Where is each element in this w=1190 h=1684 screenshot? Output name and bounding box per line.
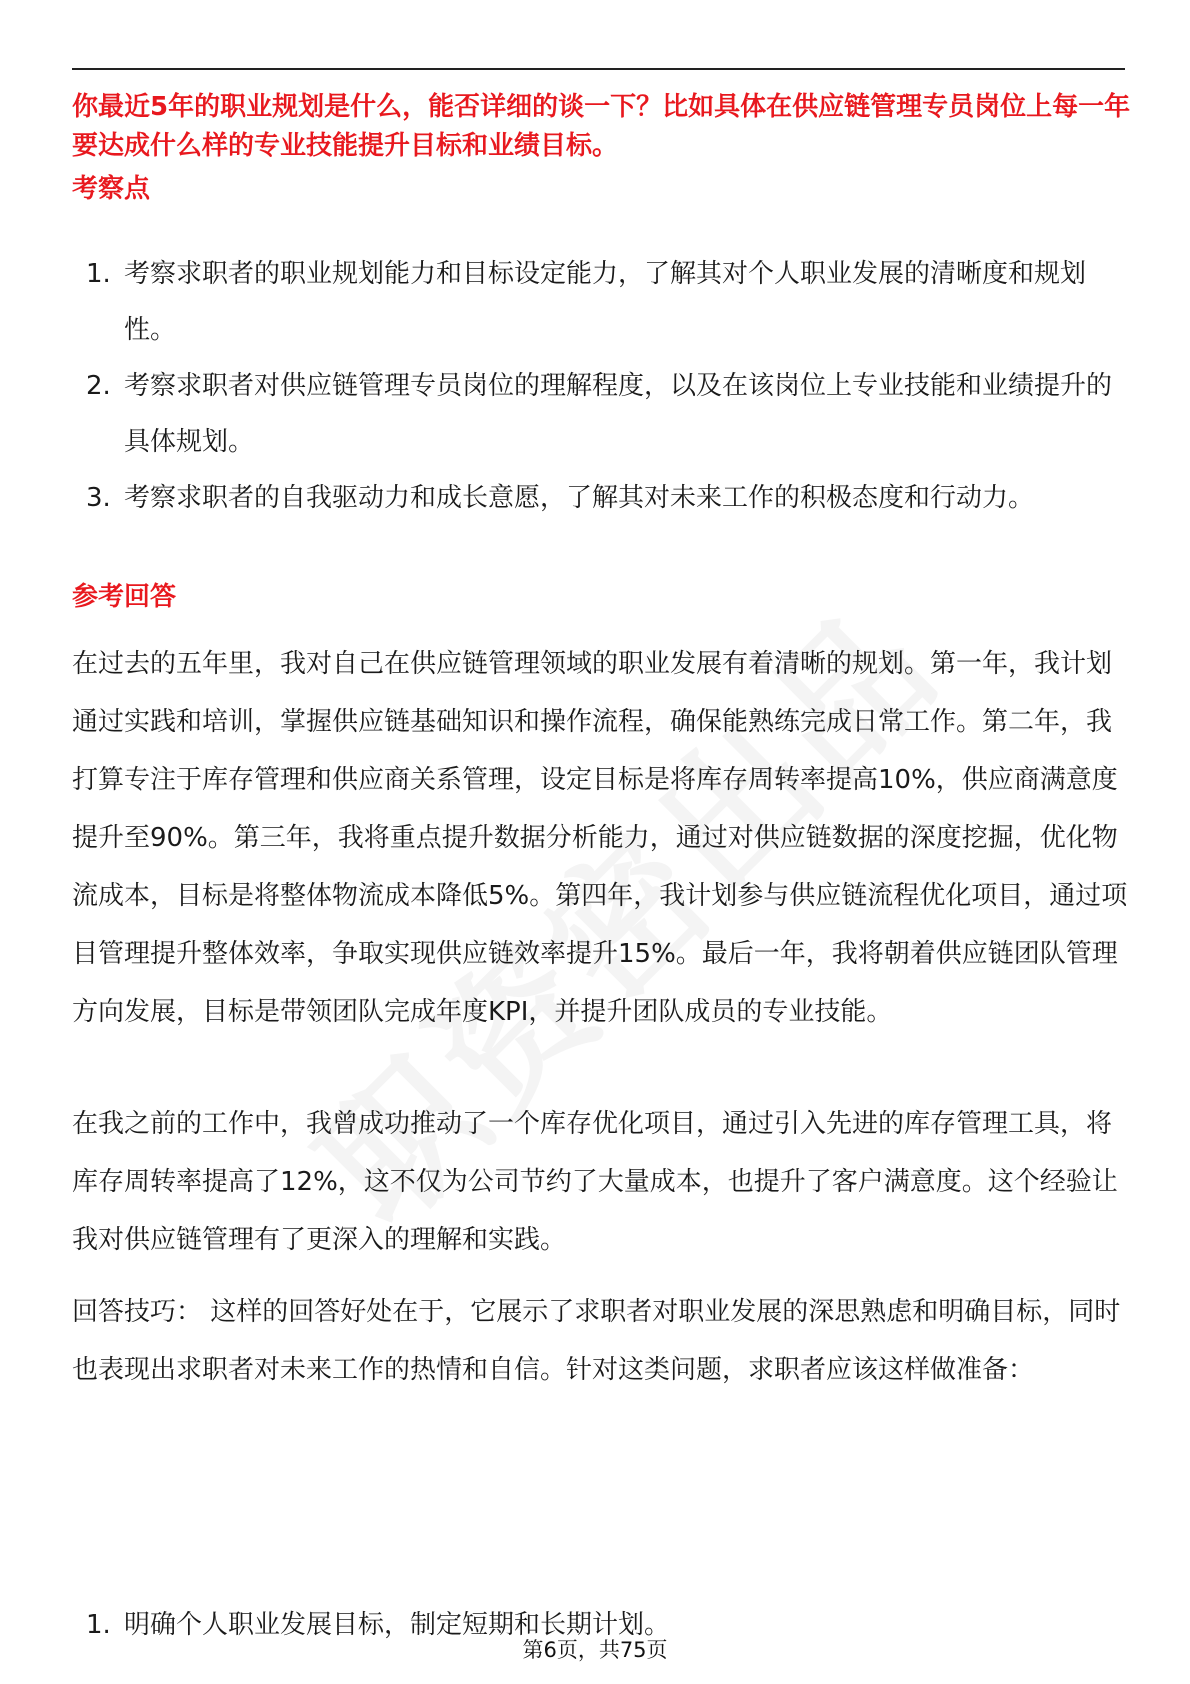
- answer-section-title: 参考回答: [72, 582, 177, 612]
- focus-points-list: [72, 246, 1132, 526]
- question-heading: 你最近5年的职业规划是什么，能否详细的谈一下？比如具体在供应链管理专员岗位上每一年要达成什么样的专业技能提升目标和业绩目标。: [72, 92, 1131, 161]
- list-number: 1.: [86, 259, 111, 289]
- list-text: 考察求职者的自我驱动力和成长意愿，了解其对未来工作的积极态度和行动力。: [124, 483, 1035, 513]
- answer-tips-paragraph: 回答技巧： 这样的回答好处在于，它展示了求职者对职业发展的深思熟虑和明确目标，同时也表现出求职者对未来工作的热情和自信。针对这类问题，求职者应该这样做准备：: [72, 1297, 1121, 1385]
- list-text: 考察求职者的职业规划能力和目标设定能力，了解其对个人职业发展的清晰度和规划性。: [124, 259, 1087, 345]
- top-divider: [72, 68, 1125, 70]
- answer-paragraph-1: 在过去的五年里，我对自己在供应链管理领域的职业发展有着清晰的规划。第一年，我计划通过实践和培训，掌握供应链基础知识和操作流程，确保能熟练完成日常工作。第二年，我打算专注于库存管理和供应商关系管理，设定目标是将库存周转率提高10%，供应商满意度提升至90%。第三年，我将重点提升数据分析能力，通过对供应链数据的深度挖掘，优化物流成本，目标是将整体物流成本降低5%。第四年，我计划参与供应链流程优化项目，通过项目管理提升整体效率，争取实现供应链效率提升15%。最后一年，我将朝着供应链团队管理方向发展，目标是带领团队完成年度KPI，并提升团队成员的专业技能。: [72, 649, 1128, 1027]
- list-number: 2.: [86, 371, 111, 401]
- answer-paragraph-2: 在我之前的工作中，我曾成功推动了一个库存优化项目，通过引入先进的库存管理工具，将库存周转率提高了12%，这不仅为公司节约了大量成本，也提升了客户满意度。这个经验让我对供应链管理有了更深入的理解和实践。: [72, 1109, 1118, 1255]
- page-footer: 第6页，共75页: [522, 1638, 668, 1662]
- list-item: [72, 358, 1132, 470]
- list-item: [72, 246, 1132, 358]
- list-item: [72, 470, 1132, 526]
- focus-section-title: 考察点: [72, 174, 151, 204]
- list-number: 3.: [86, 483, 111, 513]
- list-text: 考察求职者对供应链管理专员岗位的理解程度，以及在该岗位上专业技能和业绩提升的具体规划。: [124, 371, 1113, 457]
- list-number: 1.: [86, 1610, 111, 1640]
- list-text: 明确个人职业发展目标，制定短期和长期计划。: [124, 1610, 671, 1640]
